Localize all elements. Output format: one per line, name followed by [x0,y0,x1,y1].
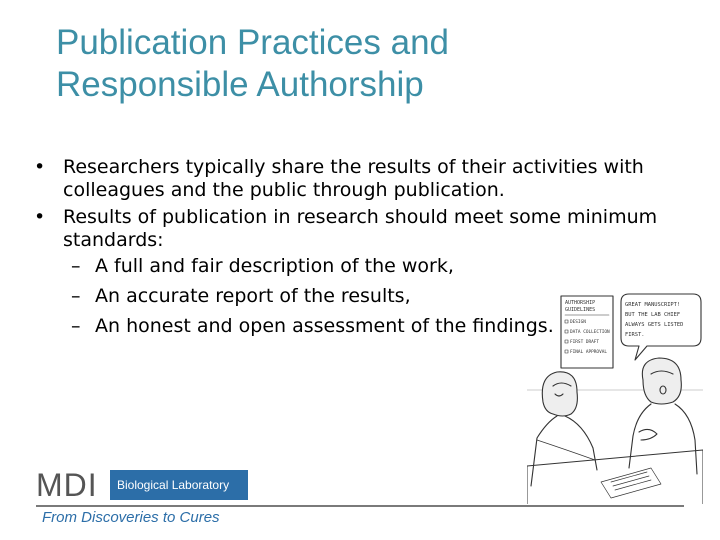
speech-line-4: FIRST. [625,332,645,338]
manuscript-papers [601,468,661,498]
left-person [531,372,597,486]
footer-tagline: From Discoveries to Cures [42,509,220,526]
bullet-text: Results of publication in research should meet some minimum standards: [63,206,658,251]
logo-mark: MDI [36,467,98,503]
speech-line-1: GREAT MANUSCRIPT! [625,302,681,308]
sub-bullet-text: An accurate report of the results, [95,285,411,307]
bullet-symbol: • [34,206,46,228]
bullet-text: Researchers typically share the results of their activities with colleagues and the public through publication. [63,156,644,201]
poster-item: FIRST DRAFT [570,340,600,345]
mdi-logo [36,468,248,502]
sub-bullet-text: An honest and open assessment of the findings. [95,315,554,337]
poster-item: DATA COLLECTION [570,330,610,335]
poster-item: FINAL APPROVAL [570,350,608,355]
sub-bullet-text: A full and fair description of the work, [95,255,454,277]
slide-title [56,22,656,106]
dash-symbol: – [71,285,81,307]
logo-box: Biological Laboratory [110,470,248,500]
right-person [629,358,697,474]
bullet-symbol: • [34,156,46,178]
slide-title-line-2: Responsible Authorship [56,65,424,104]
speech-line-2: BUT THE LAB CHIEF [625,312,681,318]
poster-title-line-2: GUIDELINES [565,307,596,313]
sub-bullet-item [63,255,694,278]
slide-title-line-1: Publication Practices and [56,23,449,62]
dash-symbol: – [71,255,81,277]
dash-symbol: – [71,315,81,337]
speech-line-3: ALWAYS GETS LISTED [625,322,684,328]
poster-title-line-1: AUTHORSHIP [565,300,596,306]
bullet-item [34,156,694,202]
footer-rule [36,505,684,507]
poster-item: DESIGN [570,320,586,325]
authorship-cartoon [527,290,703,504]
